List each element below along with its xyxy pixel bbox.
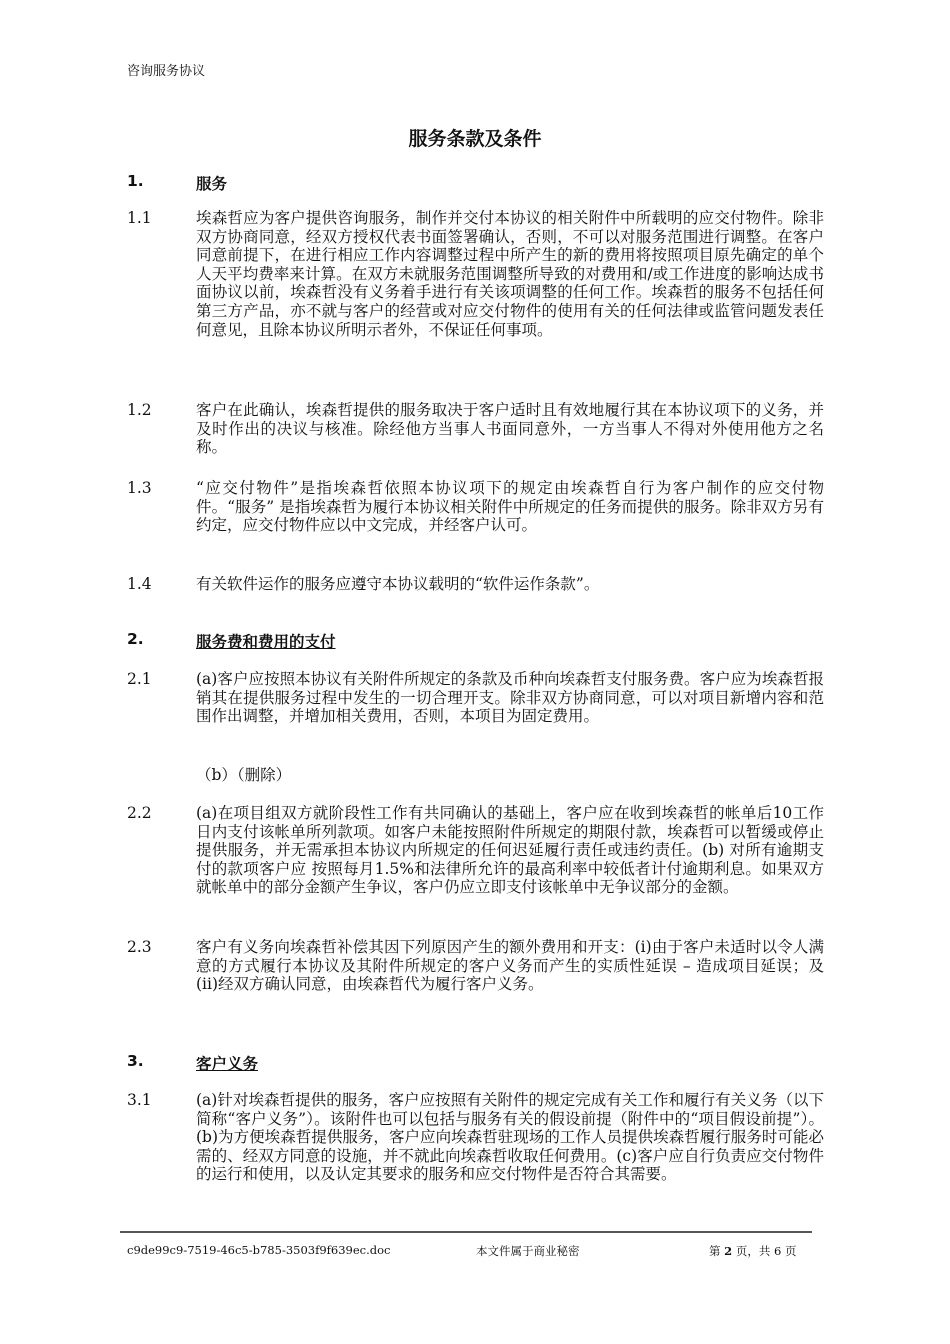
clause-text: (a)针对埃森哲提供的服务，客户应按照有关附件的规定完成有关工作和履行有关义务（以下简称“客户义务”）。该附件也可以包括与服务有关的假设前提（附件中的“项目假设前提”）。(b)为方便埃森哲提供服务，客户应向埃森哲驻现场的工作人员提供埃森哲履行服务时可能必需的、经双方同意的设施，并不就此向埃森哲收取任何费用。(c)客户应自行负责应交付物件的运行和使用，以及认定其要求的服务和应交付物件是否符合其需要。 xyxy=(196,1091,824,1184)
clause-number: 1.2 xyxy=(127,401,152,419)
clause-number: 2.2 xyxy=(127,804,152,822)
clause-text: 埃森哲应为客户提供咨询服务，制作并交付本协议的相关附件中所载明的应交付物件。除非双方协商同意，经双方授权代表书面签署确认，否则，不可以对服务范围进行调整。在客户同意前提下，在进行相应工作内容调整过程中所产生的新的费用将按照项目原先确定的单个人天平均费率来计算。在双方未就服务范围调整所导致的对费用和/或工作进度的影响达成书面协议以前，埃森哲没有义务着手进行有关该项调整的任何工作。埃森哲的服务不包括任何第三方产品，亦不就与客户的经营或对应交付物件的使用有关的任何法律或监管问题发表任何意见，且除本协议所明示者外，不保证任何事项。 xyxy=(196,209,824,339)
clause-number: 1.4 xyxy=(127,575,152,593)
page-current: 2 xyxy=(724,1244,733,1258)
clause-2-1-b xyxy=(127,766,827,785)
page-total: 6 xyxy=(773,1244,782,1258)
section-title: 客户义务 xyxy=(196,1055,259,1073)
clause-1-3 xyxy=(127,479,827,535)
page-title: 服务条款及条件 xyxy=(408,128,542,150)
footer-confidential-notice: 本文件属于商业秘密 xyxy=(476,1244,580,1258)
clause-number: 3.1 xyxy=(127,1091,152,1109)
clause-number: 1.3 xyxy=(127,479,152,497)
clause-number: 2.3 xyxy=(127,938,152,956)
clause-2-3 xyxy=(127,938,827,994)
clause-1-1 xyxy=(127,209,827,339)
clause-2-2 xyxy=(127,804,827,897)
document-header: 咨询服务协议 xyxy=(127,64,206,79)
clause-2-1 xyxy=(127,670,827,726)
clause-text: (a)在项目组双方就阶段性工作有共同确认的基础上，客户应在收到埃森哲的帐单后10工作日内支付该帐单所列款项。如客户未能按照附件所规定的期限付款，埃森哲可以暂缓或停止提供服务，并无需承担本协议内所规定的任何迟延履行责任或违约责任。(b) 对所有逾期支付的款项客户应 按照每月1.5%和法律所允许的最高利率中较低者计付逾期利息。如果双方就帐单中的部分金额产生争议，客户仍应立即支付该帐单中无争议部分的金额。 xyxy=(196,804,824,897)
clause-text: 客户有义务向埃森哲补偿其因下列原因产生的额外费用和开支：(i)由于客户未适时以令人满意的方式履行本协议及其附件所规定的客户义务而产生的实质性延误 – 造成项目延误；及(ii)经双方确认同意，由埃森哲代为履行客户义务。 xyxy=(196,938,824,994)
footer-page-number xyxy=(709,1243,796,1259)
clause-text: 客户在此确认，埃森哲提供的服务取决于客户适时且有效地履行其在本协议项下的义务，并及时作出的决议与核准。除经他方当事人书面同意外，一方当事人不得对外使用他方之名称。 xyxy=(196,401,824,457)
page-prefix: 第 xyxy=(709,1244,721,1258)
clause-text: “应交付物件”是指埃森哲依照本协议项下的规定由埃森哲自行为客户制作的应交付物件。“服务” 是指埃森哲为履行本协议相关附件中所规定的任务而提供的服务。除非双方另有约定，应交付物件应以中文完成，并经客户认可。 xyxy=(196,479,824,535)
section-number: 2. xyxy=(127,630,144,648)
page-suffix: 页 xyxy=(784,1244,797,1258)
section-number: 3. xyxy=(127,1052,144,1070)
clause-1-4 xyxy=(127,575,827,594)
clause-1-2 xyxy=(127,401,827,457)
clause-text: (a)客户应按照本协议有关附件所规定的条款及币种向埃森哲支付服务费。客户应为埃森哲报销其在提供服务过程中发生的一切合理开支。除非双方协商同意，可以对项目新增内容和范围作出调整，并增加相关费用，否则，本项目为固定费用。 xyxy=(196,670,824,726)
clause-text: 有关软件运作的服务应遵守本协议载明的“软件运作条款”。 xyxy=(196,575,600,593)
clause-number: 2.1 xyxy=(127,670,152,688)
clause-number: 1.1 xyxy=(127,209,152,227)
section-title: 服务 xyxy=(196,175,228,193)
page-middle: 页，共 xyxy=(735,1244,771,1258)
footer-divider xyxy=(120,1231,812,1233)
footer-filename: c9de99c9-7519-46c5-b785-3503f9f639ec.doc xyxy=(127,1243,391,1257)
clause-text: （b）（删除） xyxy=(196,766,292,784)
clause-3-1 xyxy=(127,1091,827,1184)
section-number: 1. xyxy=(127,172,144,190)
section-title: 服务费和费用的支付 xyxy=(196,633,336,651)
